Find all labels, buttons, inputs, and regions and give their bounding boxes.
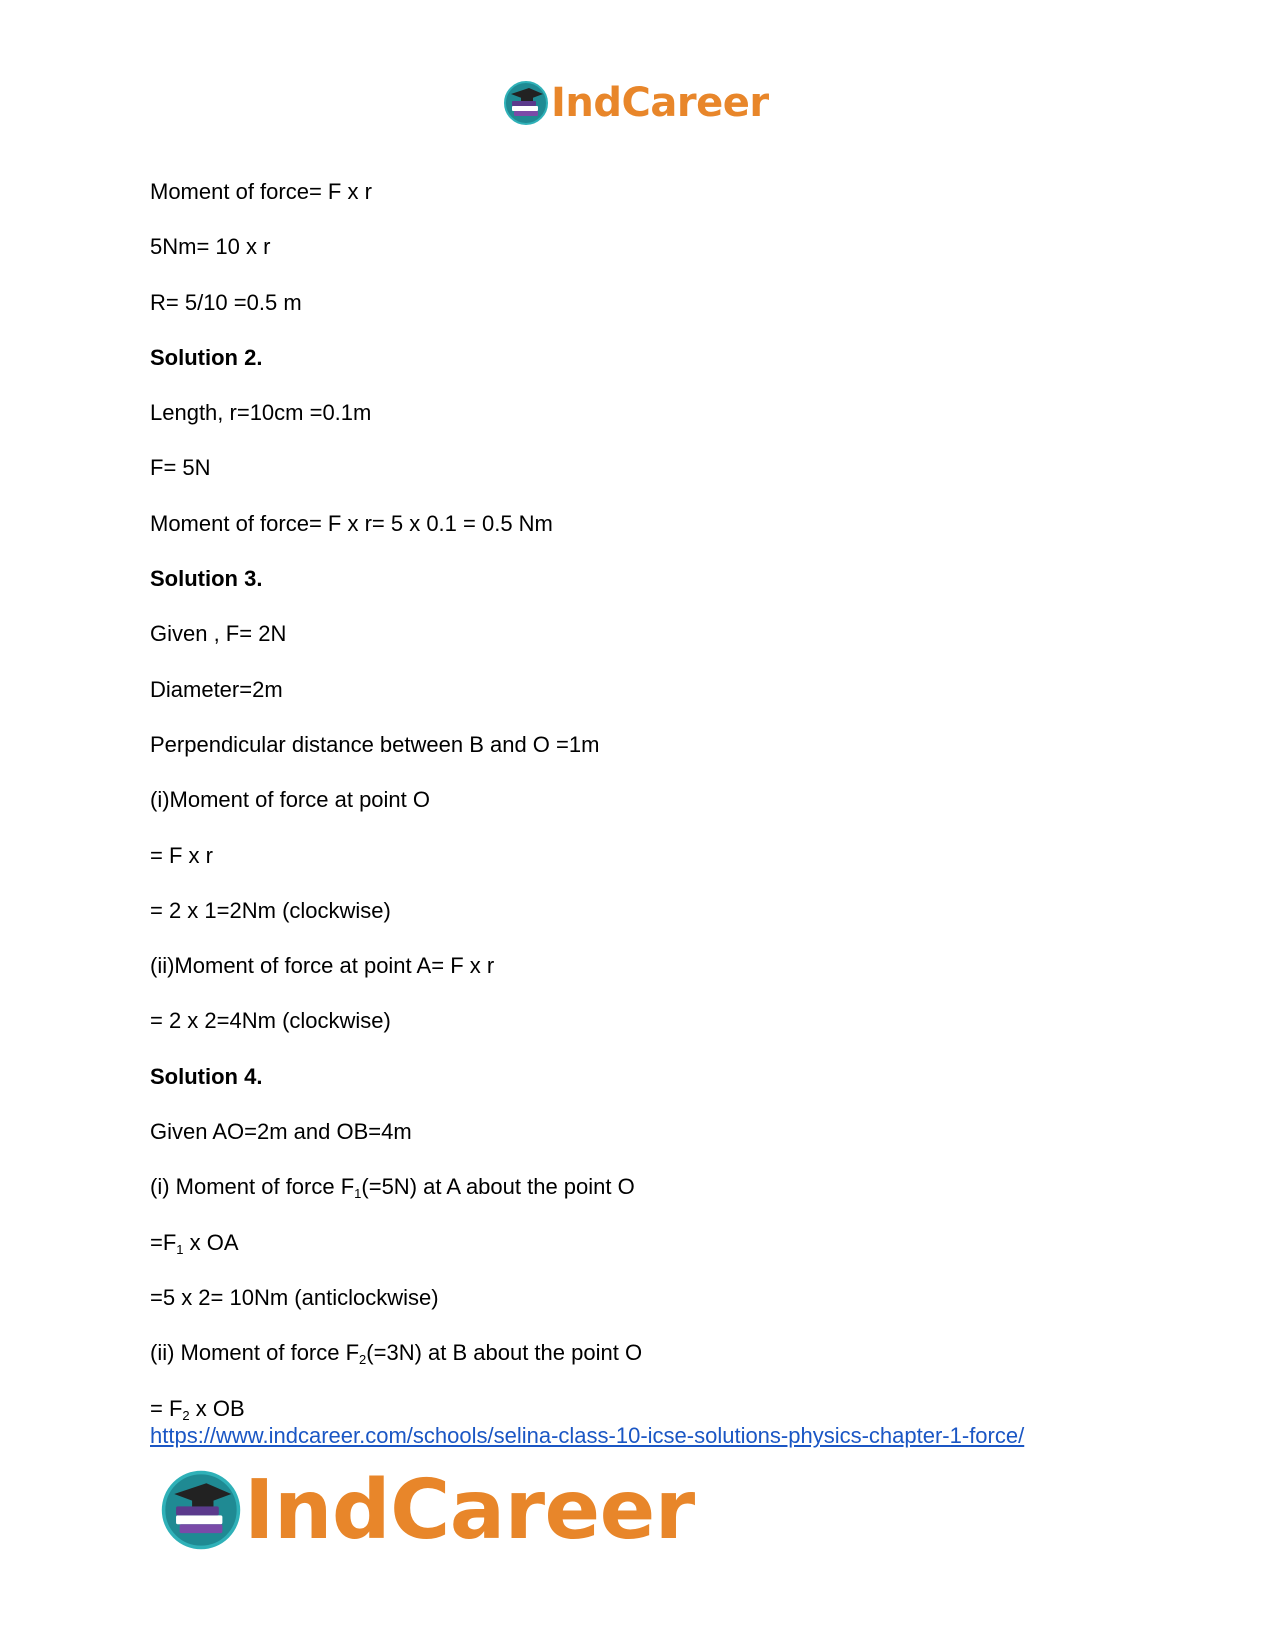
footer-logo <box>160 1462 695 1558</box>
text-line: Perpendicular distance between B and O =1m <box>150 731 600 757</box>
text-line: =5 x 2= 10Nm (anticlockwise) <box>150 1284 439 1310</box>
text-line: Given AO=2m and OB=4m <box>150 1119 412 1145</box>
text-part: (i) Moment of force F <box>150 1174 355 1200</box>
source-link[interactable]: https://www.indcareer.com/schools/selina-class-10-icse-solutions-physics-chapter-1-force/ <box>150 1423 1025 1448</box>
document-body <box>150 177 1200 1449</box>
subscript: 2 <box>182 1407 190 1423</box>
text-part: (=3N) at B about the point O <box>366 1340 643 1366</box>
text-part: (=5N) at A about the point O <box>361 1174 635 1200</box>
solution-heading: Solution 3. <box>150 566 263 592</box>
text-line: Moment of force= F x r= 5 x 0.1 = 0.5 Nm <box>150 510 553 536</box>
text-line: Length, r=10cm =0.1m <box>150 400 372 426</box>
text-part: (ii) Moment of force F <box>150 1340 360 1366</box>
text-line: 5Nm= 10 x r <box>150 234 271 260</box>
text-part: =F <box>150 1229 177 1255</box>
text-line: R= 5/10 =0.5 m <box>150 289 302 315</box>
solution-heading: Solution 2. <box>150 344 263 370</box>
brand-wordmark: IndCareer <box>551 80 769 126</box>
subscript: 1 <box>354 1186 362 1202</box>
text-line <box>150 1172 1200 1227</box>
header-logo <box>503 78 769 128</box>
graduation-cap-books-icon <box>160 1469 242 1551</box>
text-line: = F x r <box>150 842 213 868</box>
subscript: 2 <box>359 1352 367 1368</box>
text-line <box>150 1228 1200 1283</box>
text-line: = 2 x 1=2Nm (clockwise) <box>150 897 391 923</box>
text-line: (i)Moment of force at point O <box>150 787 430 813</box>
text-line: (ii)Moment of force at point A= F x r <box>150 953 495 979</box>
text-part: = F <box>150 1395 183 1421</box>
solution-heading: Solution 4. <box>150 1063 263 1089</box>
text-line: Given , F= 2N <box>150 621 287 647</box>
subscript: 1 <box>176 1241 184 1257</box>
text-line: Moment of force= F x r <box>150 179 372 204</box>
brand-wordmark: IndCareer <box>244 1462 695 1558</box>
text-part: x OA <box>183 1229 239 1255</box>
graduation-cap-books-icon <box>503 80 549 126</box>
text-line <box>150 1338 1200 1393</box>
text-line: F= 5N <box>150 455 211 481</box>
text-line: = 2 x 2=4Nm (clockwise) <box>150 1008 391 1034</box>
text-part: x OB <box>189 1395 245 1421</box>
text-line: Diameter=2m <box>150 676 283 702</box>
